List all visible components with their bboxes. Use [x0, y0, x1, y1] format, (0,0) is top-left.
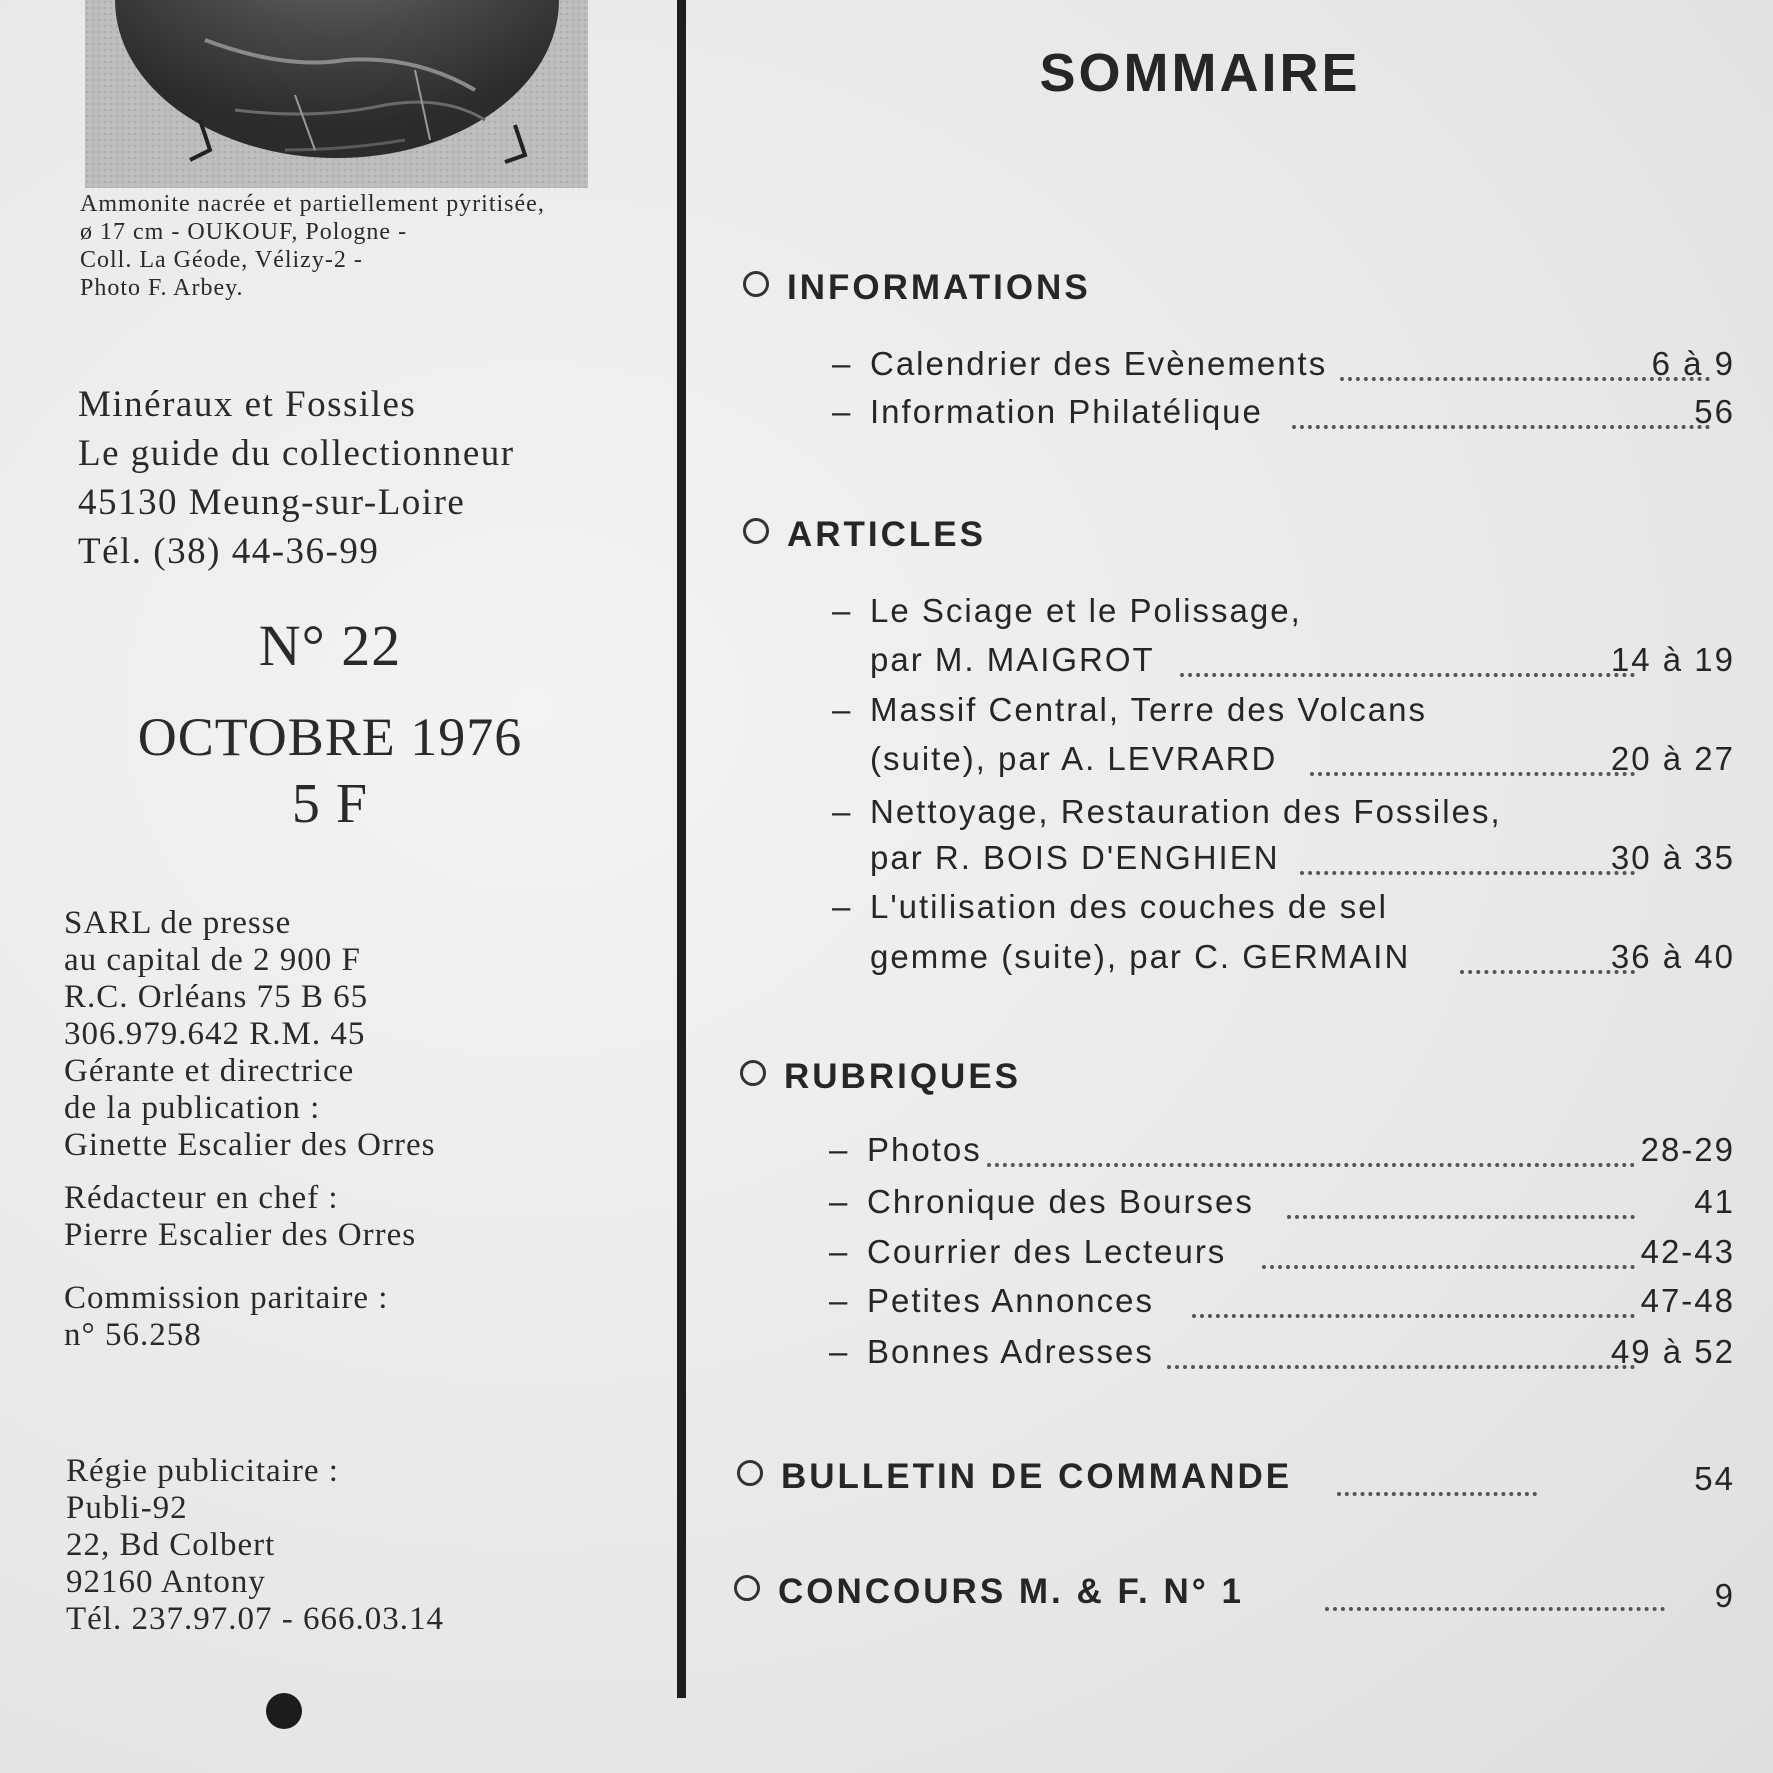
section-rubriques [740, 1057, 1021, 1097]
dash-mark: – [829, 1183, 848, 1220]
dot-leader [1292, 421, 1710, 429]
publisher-line: 45130 Meung-sur-Loire [78, 482, 466, 523]
dot-leader [1325, 1603, 1665, 1611]
entry-page: 56 [1694, 393, 1735, 430]
issue-price: 5 F [291, 773, 369, 835]
circle-bullet-icon [740, 1060, 766, 1086]
legal-line: au capital de 2 900 F [64, 942, 361, 978]
entry-title: Petites Annonces [867, 1282, 1155, 1319]
entry-page: 20 à 27 [1610, 740, 1735, 777]
entry-author: gemme (suite), par C. GERMAIN [870, 938, 1411, 975]
legal-line: Ginette Escalier des Orres [64, 1127, 436, 1163]
entry-page: 6 à 9 [1651, 345, 1735, 382]
dash-mark: – [832, 393, 851, 430]
entry-author: (suite), par A. LEVRARD [870, 740, 1278, 777]
entry-title: Bonnes Adresses [867, 1333, 1154, 1370]
entry-title: Massif Central, Terre des Volcans [870, 691, 1427, 728]
entry-page: 28-29 [1640, 1131, 1735, 1168]
entry-page: 30 à 35 [1610, 839, 1735, 876]
entry-title: Le Sciage et le Polissage, [870, 592, 1302, 629]
caption-line: ø 17 cm - OUKOUF, Pologne - [80, 219, 408, 245]
dash-mark: – [829, 1333, 848, 1370]
dash-mark: – [832, 888, 851, 925]
entry-page: 36 à 40 [1610, 938, 1735, 975]
entry-title: Chronique des Bourses [867, 1183, 1254, 1220]
toc-entry [867, 1282, 1735, 1326]
entry-author: par M. MAIGROT [870, 641, 1155, 678]
legal-line: Tél. 237.97.07 - 666.03.14 [66, 1601, 444, 1637]
dot-leader [1167, 1361, 1635, 1369]
legal-line: Commission paritaire : [64, 1280, 389, 1316]
legal-line: 306.979.642 R.M. 45 [64, 1016, 366, 1052]
dash-mark: – [832, 793, 851, 830]
publisher-block [78, 380, 515, 576]
entry-page: 9 [1714, 1577, 1735, 1614]
legal-line: R.C. Orléans 75 B 65 [64, 979, 369, 1015]
black-dot-ornament [266, 1693, 302, 1729]
dash-mark: – [829, 1233, 848, 1270]
advertising-info [66, 1453, 444, 1638]
toc-entry [867, 1333, 1735, 1377]
dot-leader [987, 1159, 1635, 1167]
toc-entry [870, 839, 1735, 883]
dash-mark: – [832, 691, 851, 728]
entry-title: L'utilisation des couches de sel [870, 888, 1388, 925]
entry-title: Courrier des Lecteurs [867, 1233, 1227, 1270]
legal-line: Gérante et directrice [64, 1053, 355, 1089]
legal-line: 92160 Antony [66, 1564, 266, 1600]
caption-line: Photo F. Arbey. [80, 275, 244, 301]
publisher-line: Le guide du collectionneur [78, 433, 515, 474]
commission-info [64, 1280, 388, 1354]
toc-entry [870, 345, 1735, 389]
dash-mark: – [832, 345, 851, 382]
dot-leader [1460, 966, 1635, 974]
toc-entry [870, 938, 1735, 982]
circle-bullet-icon [734, 1575, 760, 1601]
legal-line: Publi-92 [66, 1490, 188, 1526]
entry-page: 42-43 [1640, 1233, 1735, 1270]
dot-leader [1262, 1261, 1635, 1269]
section-heading: RUBRIQUES [784, 1057, 1022, 1096]
legal-line: Régie publicitaire : [66, 1453, 339, 1489]
photo-caption [80, 190, 640, 302]
legal-line: 22, Bd Colbert [66, 1527, 276, 1563]
dot-leader [1300, 867, 1635, 875]
toc-entry [867, 1183, 1735, 1227]
caption-line: Coll. La Géode, Vélizy-2 - [80, 247, 363, 273]
entry-page: 41 [1694, 1183, 1735, 1220]
toc-entry [867, 1233, 1735, 1277]
entry-page: 47-48 [1640, 1282, 1735, 1319]
circle-bullet-icon [743, 518, 769, 544]
toc-entry [867, 1131, 1735, 1175]
entry-title: Information Philatélique [870, 393, 1263, 430]
entry-title: Photos [867, 1131, 982, 1168]
legal-line: SARL de presse [64, 905, 292, 941]
publisher-line: Minéraux et Fossiles [78, 384, 417, 425]
section-bulletin [737, 1457, 1292, 1497]
entry-page: 14 à 19 [1610, 641, 1735, 678]
section-heading: INFORMATIONS [787, 268, 1091, 307]
section-heading: ARTICLES [787, 515, 986, 554]
company-legal-info [64, 905, 435, 1164]
section-articles [743, 515, 986, 555]
circle-bullet-icon [737, 1460, 763, 1486]
column-divider [677, 0, 686, 1698]
issue-date: OCTOBRE 1976 [137, 707, 523, 767]
toc-entry [870, 641, 1735, 685]
dot-leader [1337, 1488, 1537, 1496]
dot-leader [1192, 1310, 1635, 1318]
dash-mark: – [829, 1131, 848, 1168]
legal-line: Pierre Escalier des Orres [64, 1217, 417, 1253]
issue-number: N° 22 [258, 613, 402, 678]
section-concours [734, 1572, 1244, 1612]
entry-title: Calendrier des Evènements [870, 345, 1328, 382]
caption-line: Ammonite nacrée et partiellement pyritisée, [80, 191, 545, 217]
toc-entry [870, 393, 1735, 437]
legal-line: n° 56.258 [64, 1317, 202, 1353]
toc-title: SOMMAIRE [1039, 43, 1361, 103]
legal-line: Rédacteur en chef : [64, 1180, 339, 1216]
entry-author: par R. BOIS D'ENGHIEN [870, 839, 1280, 876]
toc-entry [870, 740, 1735, 784]
entry-page: 54 [1694, 1460, 1735, 1497]
publisher-line: Tél. (38) 44-36-99 [78, 531, 380, 572]
section-heading: CONCOURS M. & F. N° 1 [778, 1572, 1244, 1611]
dot-leader [1287, 1211, 1635, 1219]
dot-leader [1310, 768, 1635, 776]
entry-page: 49 à 52 [1610, 1333, 1735, 1370]
dot-leader [1180, 669, 1635, 677]
dash-mark: – [829, 1282, 848, 1319]
circle-bullet-icon [743, 271, 769, 297]
editor-info [64, 1180, 416, 1254]
entry-title: Nettoyage, Restauration des Fossiles, [870, 793, 1502, 830]
dash-mark: – [832, 592, 851, 629]
legal-line: de la publication : [64, 1090, 321, 1126]
section-informations [743, 268, 1091, 308]
section-heading: BULLETIN DE COMMANDE [781, 1457, 1293, 1496]
ammonite-photo [85, 0, 588, 188]
